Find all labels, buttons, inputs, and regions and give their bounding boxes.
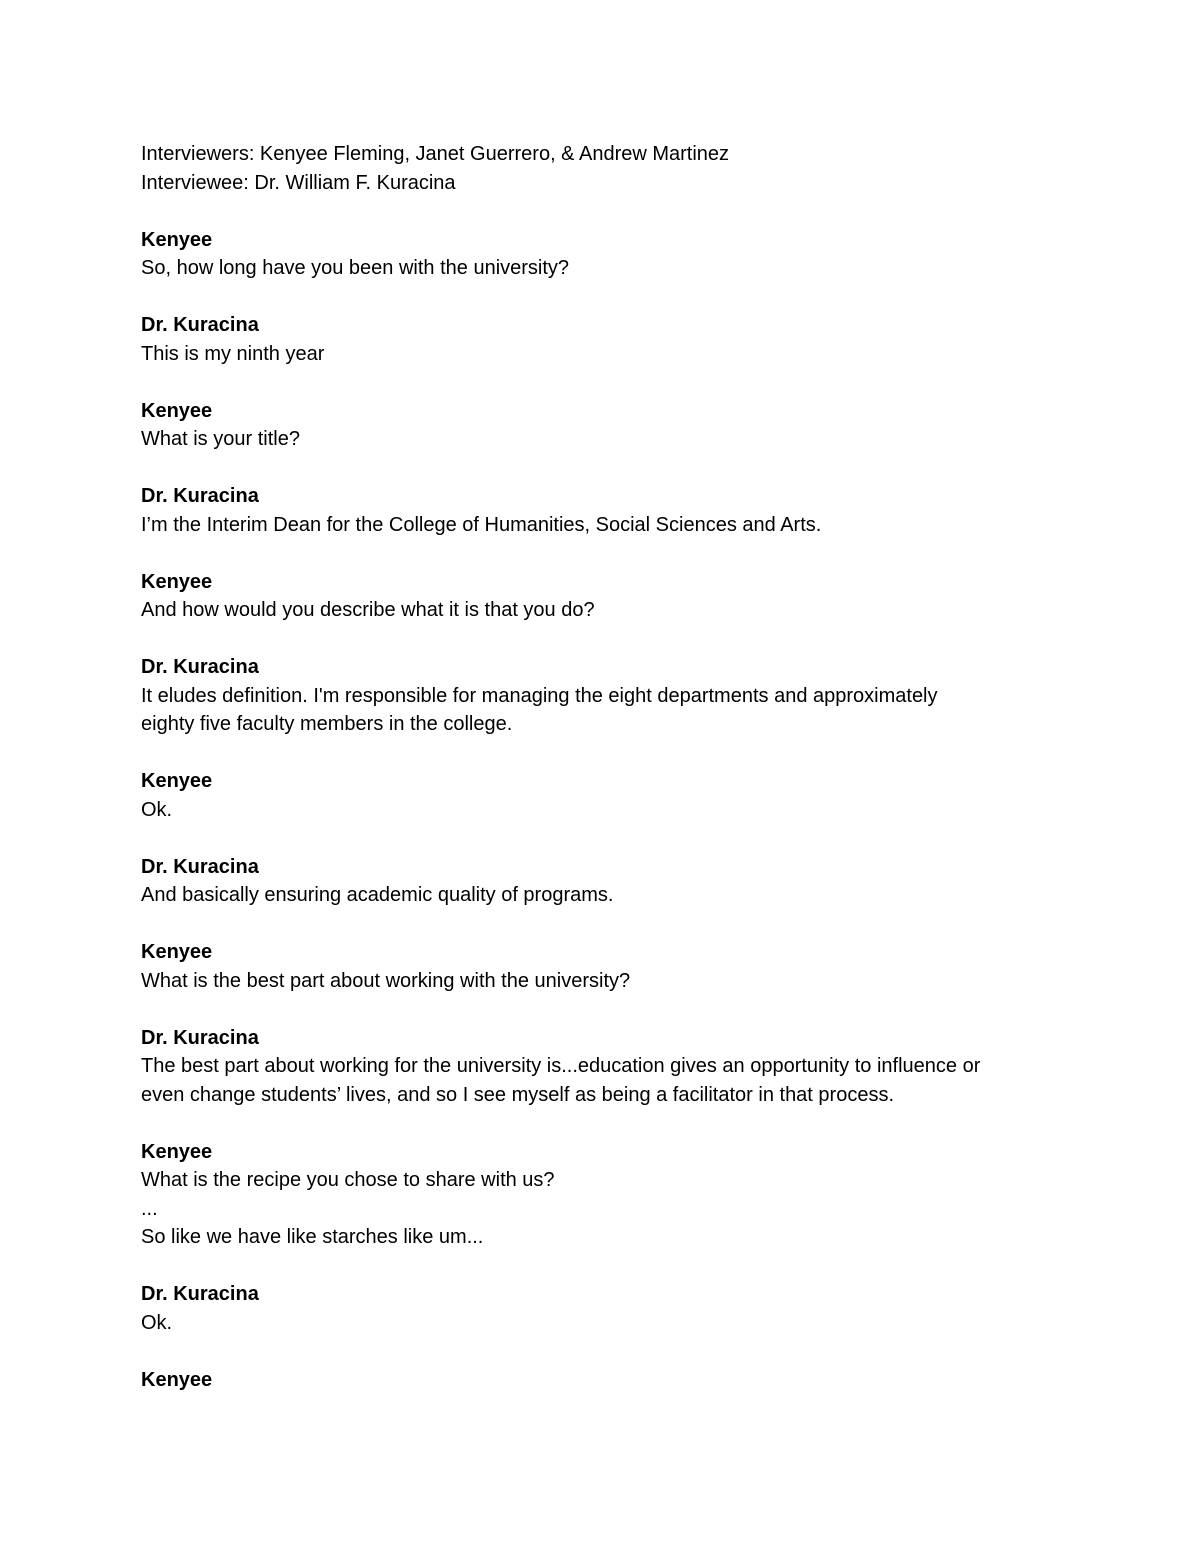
speaker-name: Dr. Kuracina bbox=[141, 485, 259, 507]
utterance-line: What is your title? bbox=[141, 428, 300, 450]
utterance-line: Ok. bbox=[141, 798, 173, 821]
speaker-name: Dr. Kuracina bbox=[141, 1283, 259, 1305]
speaker-name: Kenyee bbox=[141, 399, 213, 422]
transcript-block bbox=[141, 1280, 1061, 1337]
speaker-name: Dr. Kuracina bbox=[141, 656, 259, 678]
speaker-name: Kenyee bbox=[141, 1140, 213, 1163]
transcript-block bbox=[141, 938, 1061, 995]
transcript-block bbox=[141, 1024, 1061, 1110]
utterance-line: What is the recipe you chose to share with us? bbox=[141, 1169, 555, 1191]
utterance-line: ... bbox=[141, 1197, 158, 1220]
document-page bbox=[141, 140, 1061, 1394]
utterance-line: So, how long have you been with the university? bbox=[141, 257, 570, 279]
utterance-line: It eludes definition. I'm responsible for managing the eight departments and approximately bbox=[141, 684, 938, 707]
speaker-name: Kenyee bbox=[141, 770, 213, 792]
transcript-block bbox=[141, 311, 1061, 368]
speaker-name: Dr. Kuracina bbox=[141, 314, 259, 336]
utterance-line: I’m the Interim Dean for the College of Humanities, Social Sciences and Arts. bbox=[141, 513, 822, 536]
utterance-line: eighty five faculty members in the college. bbox=[141, 713, 513, 735]
utterance-line: This is my ninth year bbox=[141, 342, 325, 365]
interviewee-line: Interviewee: Dr. William F. Kuracina bbox=[141, 171, 456, 194]
transcript-block bbox=[141, 767, 1061, 824]
transcript-block bbox=[141, 1366, 1061, 1395]
transcript-block bbox=[141, 1138, 1061, 1252]
transcript-block bbox=[141, 397, 1061, 454]
utterance-line: And how would you describe what it is that you do? bbox=[141, 599, 595, 621]
transcript-block bbox=[141, 653, 1061, 739]
utterance-line: So like we have like starches like um... bbox=[141, 1226, 484, 1248]
speaker-name: Kenyee bbox=[141, 570, 213, 593]
transcript-block bbox=[141, 482, 1061, 539]
speaker-name: Kenyee bbox=[141, 941, 213, 963]
interviewers-line: Interviewers: Kenyee Fleming, Janet Guerrero, & Andrew Martinez bbox=[141, 143, 730, 165]
speaker-name: Kenyee bbox=[141, 228, 213, 251]
utterance-line: And basically ensuring academic quality of programs. bbox=[141, 884, 614, 906]
transcript-block bbox=[141, 226, 1061, 283]
utterance-line: Ok. bbox=[141, 1311, 173, 1334]
utterance-line: The best part about working for the university is...education gives an opportunity to influence or bbox=[141, 1055, 981, 1077]
utterance-line: What is the best part about working with the university? bbox=[141, 969, 631, 992]
transcript-block bbox=[141, 853, 1061, 910]
speaker-name: Dr. Kuracina bbox=[141, 1026, 259, 1049]
transcript-block bbox=[141, 568, 1061, 625]
speaker-name: Dr. Kuracina bbox=[141, 855, 259, 878]
speaker-name: Kenyee bbox=[141, 1368, 213, 1391]
utterance-line: even change students’ lives, and so I see myself as being a facilitator in that process. bbox=[141, 1083, 895, 1106]
